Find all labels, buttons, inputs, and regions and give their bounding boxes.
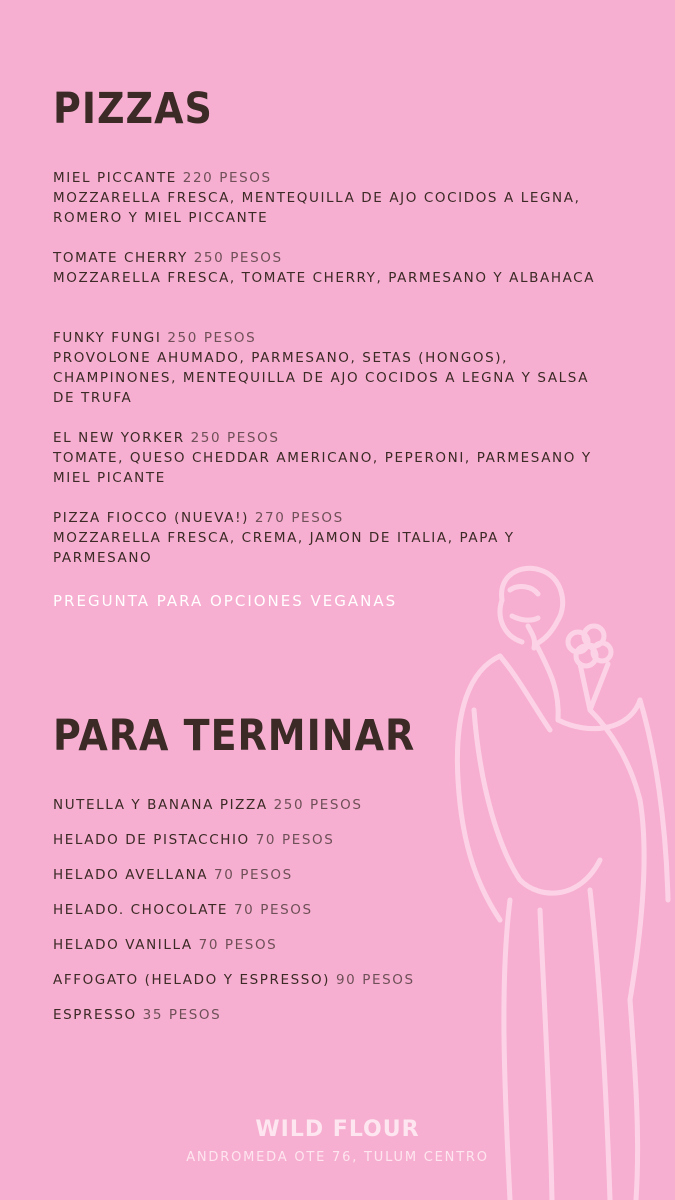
dessert-item (53, 830, 334, 850)
pizza-item (53, 508, 613, 568)
pizzas-title: PIZZAS (53, 84, 213, 134)
pizza-price: 250 PESOS (167, 330, 257, 346)
dessert-price: 250 PESOS (273, 797, 363, 813)
dessert-name: HELADO DE PISTACCHIO (53, 832, 250, 848)
dessert-price: 90 PESOS (335, 972, 415, 988)
pizza-name: PIZZA FIOCCO (NUEVA!) (53, 510, 249, 526)
dessert-item (53, 1005, 221, 1025)
dessert-price: 70 PESOS (255, 832, 335, 848)
vegan-options-note: PREGUNTA PARA OPCIONES VEGANAS (53, 592, 398, 610)
pizza-price: 270 PESOS (254, 510, 344, 526)
pizza-item (53, 168, 613, 228)
dessert-name: HELADO. CHOCOLATE (53, 902, 229, 918)
pizza-price: 250 PESOS (193, 250, 283, 266)
pizza-item (53, 428, 613, 488)
pizza-item (53, 248, 613, 288)
dessert-name: AFFOGATO (HELADO Y ESPRESSO) (53, 972, 331, 988)
dessert-item (53, 795, 363, 815)
pizza-price: 250 PESOS (190, 430, 280, 446)
dessert-price: 70 PESOS (214, 867, 293, 883)
desserts-title: PARA TERMINAR (53, 711, 416, 761)
pizza-description: MOZZARELLA FRESCA, TOMATE CHERRY, PARMESANO Y ALBAHACA (53, 270, 596, 286)
dessert-name: HELADO AVELLANA (53, 867, 209, 883)
pizza-item (53, 328, 613, 408)
pizza-description: MOZZARELLA FRESCA, CREMA, JAMON DE ITALIA, PAPA Y PARMESANO (53, 530, 515, 566)
pizza-name: MIEL PICCANTE (53, 170, 177, 186)
dessert-item (53, 865, 293, 885)
person-eating-ice-cream-illustration (440, 560, 675, 1200)
dessert-name: ESPRESSO (53, 1007, 137, 1023)
pizza-description: PROVOLONE AHUMADO, PARMESANO, SETAS (HONGOS), CHAMPINONES, MENTEQUILLA DE AJO COCIDOS A LEGNA Y SALSA DE TRUFA (53, 350, 590, 406)
dessert-name: NUTELLA Y BANANA PIZZA (53, 797, 268, 813)
dessert-price: 70 PESOS (198, 937, 278, 953)
pizza-description: TOMATE, QUESO CHEDDAR AMERICANO, PEPERONI, PARMESANO Y MIEL PICANTE (53, 450, 592, 486)
pizza-name: TOMATE CHERRY (53, 250, 188, 266)
pizza-name: FUNKY FUNGI (53, 330, 162, 346)
dessert-price: 35 PESOS (142, 1007, 222, 1023)
pizza-price: 220 PESOS (182, 170, 272, 186)
pizza-name: EL NEW YORKER (53, 430, 185, 446)
pizza-description: MOZZARELLA FRESCA, MENTEQUILLA DE AJO COCIDOS A LEGNA, ROMERO Y MIEL PICCANTE (53, 190, 581, 226)
address: ANDROMEDA OTE 76, TULUM CENTRO (186, 1150, 489, 1165)
dessert-item (53, 900, 313, 920)
dessert-item (53, 970, 415, 990)
brand-logo: WILD FLOUR (255, 1117, 420, 1142)
dessert-price: 70 PESOS (233, 902, 313, 918)
dessert-name: HELADO VANILLA (53, 937, 193, 953)
dessert-item (53, 935, 277, 955)
